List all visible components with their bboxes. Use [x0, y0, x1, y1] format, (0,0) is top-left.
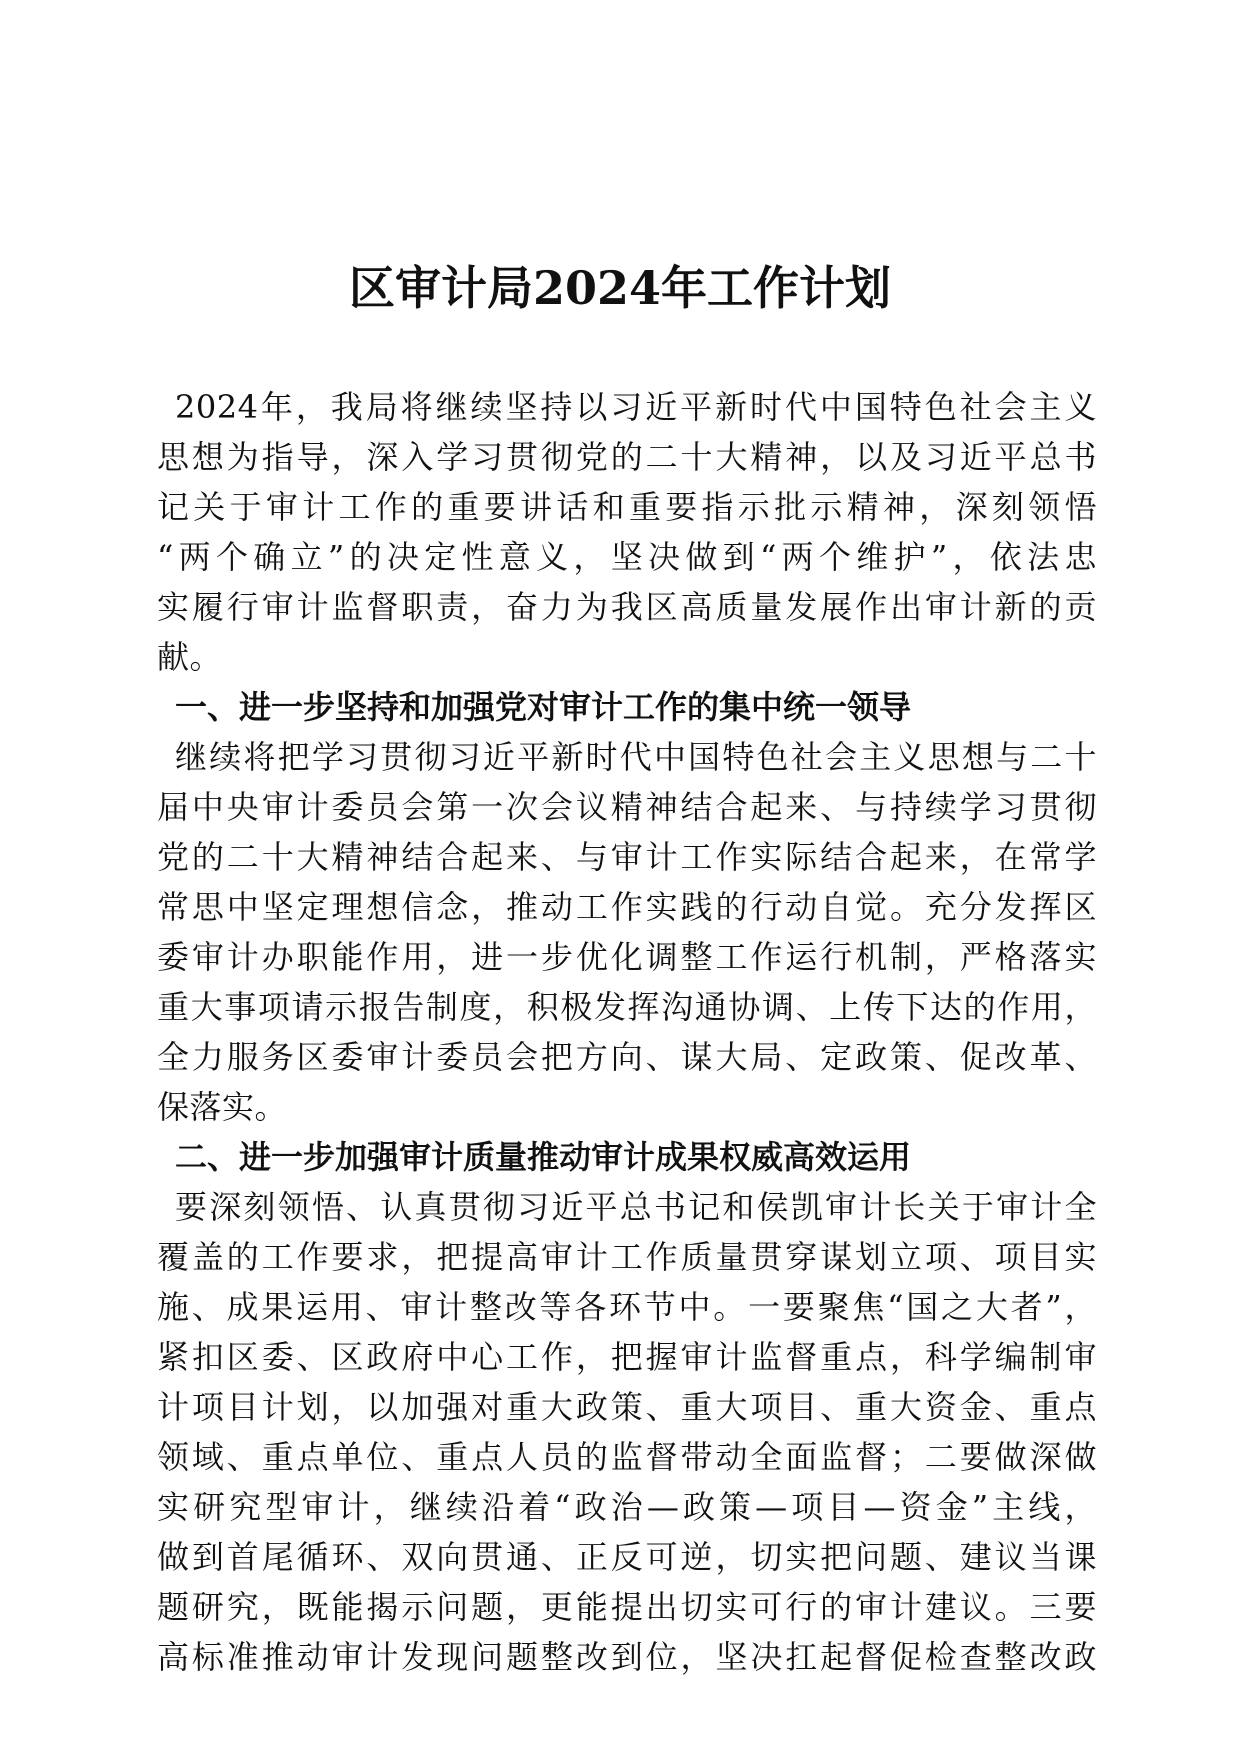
- section-2-line: 领域、重点单位、重点人员的监督带动全面监督；二要做深做: [157, 1438, 1097, 1476]
- section-2-line: 紧扣区委、区政府中心工作，把握审计监督重点，科学编制审: [157, 1338, 1097, 1376]
- section-1-line: 党的二十大精神结合起来、与审计工作实际结合起来，在常学: [157, 838, 1097, 876]
- intro-line: 2024年，我局将继续坚持以习近平新时代中国特色社会主义: [175, 388, 1097, 426]
- section-1-heading: 一、进一步坚持和加强党对审计工作的集中统一领导: [175, 688, 912, 726]
- section-1-line: 届中央审计委员会第一次会议精神结合起来、与持续学习贯彻: [157, 788, 1097, 826]
- section-1-line: 全力服务区委审计委员会把方向、谋大局、定政策、促改革、: [157, 1038, 1097, 1076]
- section-2-heading: 二、进一步加强审计质量推动审计成果权威高效运用: [175, 1138, 912, 1176]
- section-1-line: 重大事项请示报告制度，积极发挥沟通协调、上传下达的作用，: [157, 988, 1097, 1026]
- section-2-line: 施、成果运用、审计整改等各环节中。一要聚焦“国之大者”，: [157, 1288, 1097, 1326]
- section-2-line: 高标准推动审计发现问题整改到位，坚决扛起督促检查整改政: [157, 1638, 1097, 1676]
- intro-line: 思想为指导，深入学习贯彻党的二十大精神，以及习近平总书: [157, 438, 1097, 476]
- intro-line: 实履行审计监督职责，奋力为我区高质量发展作出审计新的贡: [157, 588, 1097, 626]
- section-2-line: 实研究型审计，继续沿着“政治—政策—项目—资金”主线，: [157, 1488, 1097, 1526]
- section-2-line: 覆盖的工作要求，把提高审计工作质量贯穿谋划立项、项目实: [157, 1238, 1097, 1276]
- section-2-line: 要深刻领悟、认真贯彻习近平总书记和侯凯审计长关于审计全: [175, 1188, 1097, 1226]
- section-2-line: 题研究，既能揭示问题，更能提出切实可行的审计建议。三要: [157, 1588, 1097, 1626]
- section-1-line: 委审计办职能作用，进一步优化调整工作运行机制，严格落实: [157, 938, 1097, 976]
- intro-line: 记关于审计工作的重要讲话和重要指示批示精神，深刻领悟: [157, 488, 1097, 526]
- intro-line: 献。: [157, 638, 223, 676]
- document-title: 区审计局2024年工作计划: [348, 261, 892, 315]
- section-2-line: 做到首尾循环、双向贯通、正反可逆，切实把问题、建议当课: [157, 1538, 1097, 1576]
- section-1-line: 继续将把学习贯彻习近平新时代中国特色社会主义思想与二十: [175, 738, 1097, 776]
- document-body: [157, 382, 1097, 1682]
- section-2-line: 计项目计划，以加强对重大政策、重大项目、重大资金、重点: [157, 1388, 1097, 1426]
- section-1-line: 保落实。: [157, 1088, 288, 1126]
- intro-line: “两个确立”的决定性意义，坚决做到“两个维护”，依法忠: [157, 538, 1097, 576]
- section-1-line: 常思中坚定理想信念，推动工作实践的行动自觉。充分发挥区: [157, 888, 1097, 926]
